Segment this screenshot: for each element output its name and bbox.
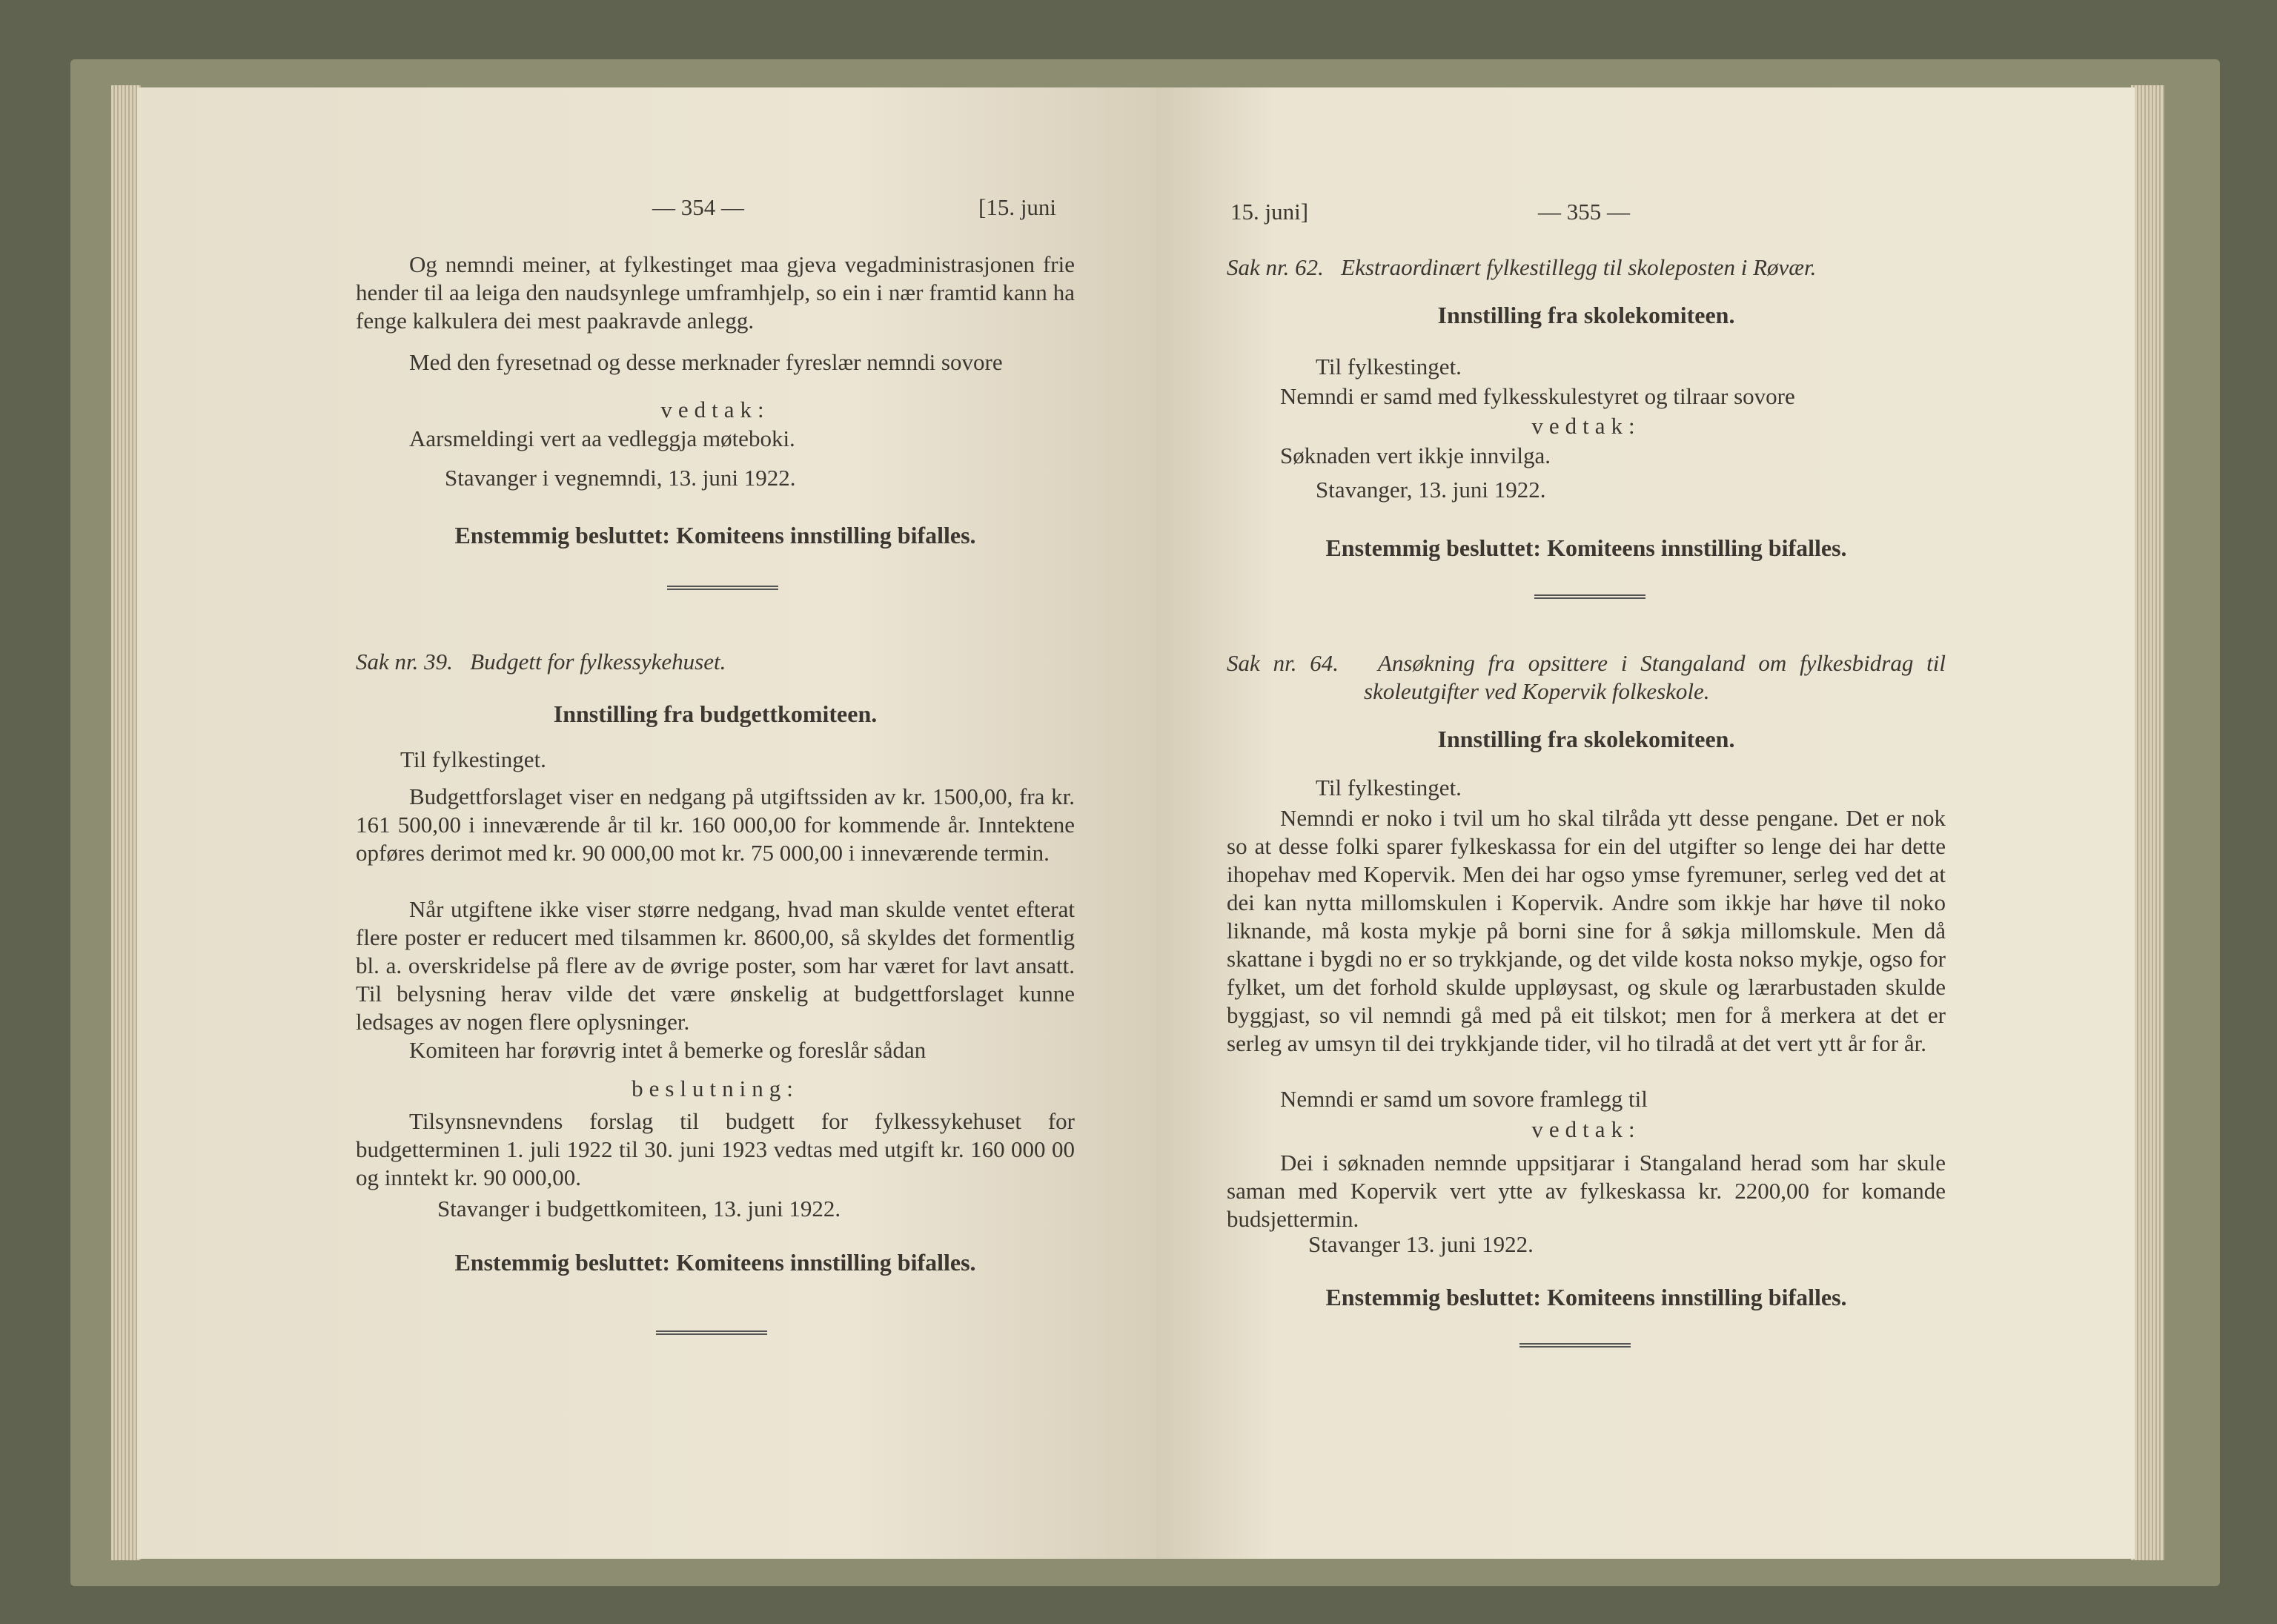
date-header: [15. juni [978, 194, 1057, 220]
divider [656, 1330, 767, 1335]
case-heading [356, 648, 1075, 676]
signature: Stavanger i vegnemndi, 13. juni 1922. [445, 465, 796, 491]
page-edges-right [2131, 85, 2164, 1560]
divider [1534, 594, 1645, 599]
paragraph: Nemndi er samd med fylkesskulestyret og tilraar sovore [1280, 383, 1795, 409]
addressee: Til fylkestinget. [400, 746, 546, 772]
date-header: 15. juni] [1230, 199, 1309, 225]
section-heading: Innstilling fra budgettkomiteen. [553, 700, 878, 727]
beslutning-label: beslutning: [632, 1076, 799, 1101]
paragraph: Og nemndi meiner, at fylkestinget maa gjeva vegadministrasjonen frie hender til aa leiga den naudsynlege umframhjelp, so ein i nær framtid kann ha fenge kalkulera dei mest paakravde anlegg. [356, 251, 1075, 334]
paragraph: Når utgiftene ikke viser større nedgang, hvad man skulde ventet efterat flere poster er reducert med tilsammen kr. 8600,00, så skyldes det formentlig bl. a. overskridelse på flere av de øvrige poster, som har været for lavt ansatt. Til belysning herav vilde det være ønskelig at budgettforslaget kunne ledsages av nogen flere oplysninger. [356, 896, 1075, 1035]
decision: Enstemmig besluttet: Komiteens innstilling bifalles. [1325, 1284, 1847, 1310]
paragraph: Søknaden vert ikkje innvilga. [1280, 443, 1551, 468]
signature: Stavanger 13. juni 1922. [1308, 1231, 1534, 1257]
page-number: — 354 — [652, 194, 744, 220]
case-title: Ekstraordinært fylkestillegg til skoleposten i Røvær. [1341, 254, 1817, 280]
signature: Stavanger i budgettkomiteen, 13. juni 1922. [437, 1196, 841, 1222]
section-heading: Innstilling fra skolekomiteen. [1437, 302, 1735, 328]
case-heading [1227, 649, 1946, 706]
case-label: Sak nr. 62. [1227, 254, 1324, 280]
divider [667, 586, 778, 590]
paragraph: Tilsynsnevndens forslag til budgett for fylkessykehuset for budgetterminen 1. juli 1922 til 30. juni 1923 vedtas med utgift kr. 160 000 00 og inntekt kr. 90 000,00. [356, 1108, 1075, 1190]
vedtak-label: vedtak: [660, 397, 770, 422]
addressee: Til fylkestinget. [1316, 775, 1462, 801]
paragraph: Nemndi er noko i tvil um ho skal tilråda ytt desse pengane. Det er nok so at desse folki sparer fylkeskassa for ein del utgifter so lenge dei har dette ihopehav med Kopervik. Men dei har ogso ymse fyremuner, serleg ved det at dei kan nytta millomskulen i Kopervik. Andre som ikkje har høve til noko liknande, må kosta mykje på borni sine for å søkja millomskule. Men då skattane i bygdi no er so trykkjande, og det vilde kosta nokso mykje, ogso for fylket, um det forhold skulde uppløysast, og skule og lærarbustaden skulde byggjast, so vil nemndi gå med på eit tilskot; men for å merkera at det er serleg av umsyn til dei trykkjande tider, vil ho tilradå at det vert ytt år for år. [1227, 805, 1946, 1056]
vedtak-label: vedtak: [1531, 413, 1641, 439]
decision: Enstemmig besluttet: Komiteens innstilling bifalles. [454, 522, 976, 548]
paragraph: Komiteen har forøvrig intet å bemerke og foreslår sådan [409, 1037, 927, 1063]
section-heading: Innstilling fra skolekomiteen. [1437, 726, 1735, 752]
paragraph: Dei i søknaden nemnde uppsitjarar i Stangaland herad som har skule saman med Kopervik vert ytte av fylkeskassa kr. 2200,00 for komande budsjettermin. [1227, 1150, 1946, 1232]
case-label: Sak nr. 64. [1227, 650, 1339, 676]
case-label: Sak nr. 39. [356, 649, 453, 675]
page-edges-left [111, 85, 141, 1560]
case-title: Ansøkning fra opsittere i Stangaland om fylkesbidrag til skoleutgifter ved Kopervik folkeskole. [1364, 650, 1946, 704]
page-number: — 355 — [1538, 199, 1630, 225]
signature: Stavanger, 13. juni 1922. [1316, 477, 1546, 503]
addressee: Til fylkestinget. [1316, 354, 1462, 380]
decision: Enstemmig besluttet: Komiteens innstilling bifalles. [454, 1249, 976, 1276]
paragraph: Med den fyresetnad og desse merknader fyreslær nemndi sovore [409, 349, 1003, 375]
decision: Enstemmig besluttet: Komiteens innstilling bifalles. [1325, 534, 1847, 561]
paragraph: Aarsmeldingi vert aa vedleggja møteboki. [409, 425, 795, 451]
divider [1519, 1343, 1631, 1348]
case-heading [1227, 253, 1946, 282]
vedtak-label: vedtak: [1531, 1116, 1641, 1142]
paragraph: Nemndi er samd um sovore framlegg til [1280, 1086, 1648, 1112]
paragraph: Budgettforslaget viser en nedgang på utgiftssiden av kr. 1500,00, fra kr. 161 500,00 i inneværende år til kr. 160 000,00 for kommende år. Inntektene opføres derimot med kr. 90 000,00 mot kr. 75 000,00 i inneværende termin. [356, 783, 1075, 866]
case-title: Budgett for fylkessykehuset. [470, 649, 726, 675]
